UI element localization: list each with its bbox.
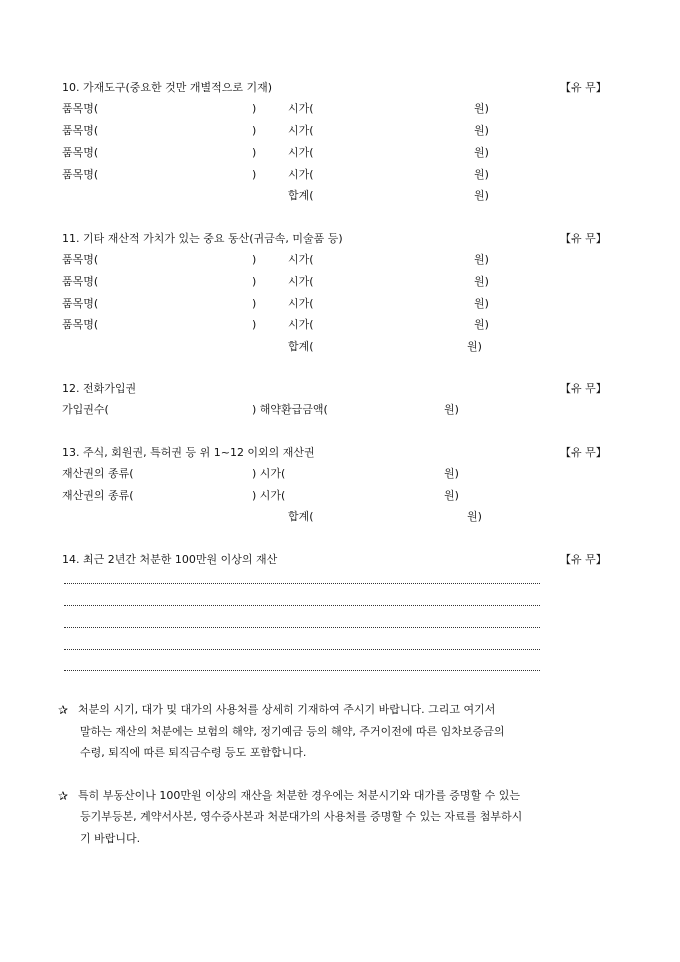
item-name-label: 품목명( [62, 275, 99, 288]
total-won-label: 원) [467, 340, 482, 353]
section13-title: 13. 주식, 회원권, 특허권 등 위 1~12 이외의 재산권 [62, 446, 315, 459]
note1-line3: 수령, 퇴직에 따른 퇴직금수령 등도 포함합니다. [80, 746, 307, 759]
won-label: 원) [474, 102, 489, 115]
price-label: 시가( [288, 253, 314, 266]
won-label: 원) [474, 297, 489, 310]
total-label: 합계( [288, 340, 314, 353]
won-label: 원) [474, 275, 489, 288]
paren-close: ) [252, 102, 257, 115]
won-label: 원) [444, 489, 459, 502]
dotted-write-line[interactable] [64, 583, 540, 584]
section12-title: 12. 전화가입권 [62, 382, 137, 395]
subscription-count-label: 가입권수( [62, 403, 109, 416]
section10-title: 10. 가재도구(중요한 것만 개별적으로 기재) [62, 81, 273, 94]
dotted-write-line[interactable] [64, 670, 540, 671]
star-bullet-icon: ✰ [58, 703, 69, 717]
section14-yes-no[interactable]: 【유 무】 [560, 553, 607, 566]
item-name-label: 품목명( [62, 102, 99, 115]
won-label: 원) [474, 253, 489, 266]
total-won-label: 원) [467, 510, 482, 523]
total-label: 합계( [288, 189, 314, 202]
price-label: 시가( [288, 168, 314, 181]
note2-line2: 등기부등본, 계약서사본, 영수증사본과 처분대가의 사용처를 증명할 수 있는 자료를 첨부하시 [80, 810, 523, 823]
item-name-label: 품목명( [62, 297, 99, 310]
paren-close: ) [252, 253, 257, 266]
paren-close: ) [252, 297, 257, 310]
note1-line2: 말하는 재산의 처분에는 보험의 해약, 정기예금 등의 해약, 주거이전에 따른 임차보증금의 [80, 725, 505, 738]
dotted-write-line[interactable] [64, 627, 540, 628]
dotted-write-line[interactable] [64, 649, 540, 650]
property-right-kind-label: 재산권의 종류( [62, 467, 134, 480]
note2-line1: 특히 부동산이나 100만원 이상의 재산을 처분한 경우에는 처분시기와 대가를 증명할 수 있는 [78, 789, 520, 802]
section12-yes-no[interactable]: 【유 무】 [560, 382, 607, 395]
item-name-label: 품목명( [62, 318, 99, 331]
section11-yes-no[interactable]: 【유 무】 [560, 232, 607, 245]
won-label: 원) [444, 467, 459, 480]
total-won-label: 원) [474, 189, 489, 202]
item-name-label: 품목명( [62, 253, 99, 266]
section13-yes-no[interactable]: 【유 무】 [560, 446, 607, 459]
price-label: 시가( [288, 146, 314, 159]
paren-close: ) [252, 146, 257, 159]
total-label: 합계( [288, 510, 314, 523]
paren-close: ) [252, 275, 257, 288]
won-label: 원) [444, 403, 459, 416]
note1-line1: 처분의 시기, 대가 및 대가의 사용처를 상세히 기재하여 주시기 바랍니다. 그리고 여기서 [78, 703, 496, 716]
price-label: 시가( [288, 102, 314, 115]
paren-close: ) [252, 318, 257, 331]
section10-yes-no[interactable]: 【유 무】 [560, 81, 607, 94]
won-label: 원) [474, 124, 489, 137]
star-bullet-icon: ✰ [58, 789, 69, 803]
note2-line3: 기 바랍니다. [80, 832, 141, 845]
section14-title: 14. 최근 2년간 처분한 100만원 이상의 재산 [62, 553, 278, 566]
paren-close: ) [252, 124, 257, 137]
dotted-write-line[interactable] [64, 605, 540, 606]
won-label: 원) [474, 146, 489, 159]
item-name-label: 품목명( [62, 124, 99, 137]
price-label: 시가( [288, 275, 314, 288]
price-label: 시가( [288, 318, 314, 331]
refund-amount-label: ) 해약환급금액( [252, 403, 328, 416]
won-label: 원) [474, 168, 489, 181]
item-name-label: 품목명( [62, 146, 99, 159]
paren-close: ) [252, 168, 257, 181]
section11-title: 11. 기타 재산적 가치가 있는 중요 동산(귀금속, 미술품 등) [62, 232, 343, 245]
price-label: ) 시가( [252, 467, 286, 480]
item-name-label: 품목명( [62, 168, 99, 181]
price-label: 시가( [288, 124, 314, 137]
price-label: 시가( [288, 297, 314, 310]
won-label: 원) [474, 318, 489, 331]
property-right-kind-label: 재산권의 종류( [62, 489, 134, 502]
price-label: ) 시가( [252, 489, 286, 502]
